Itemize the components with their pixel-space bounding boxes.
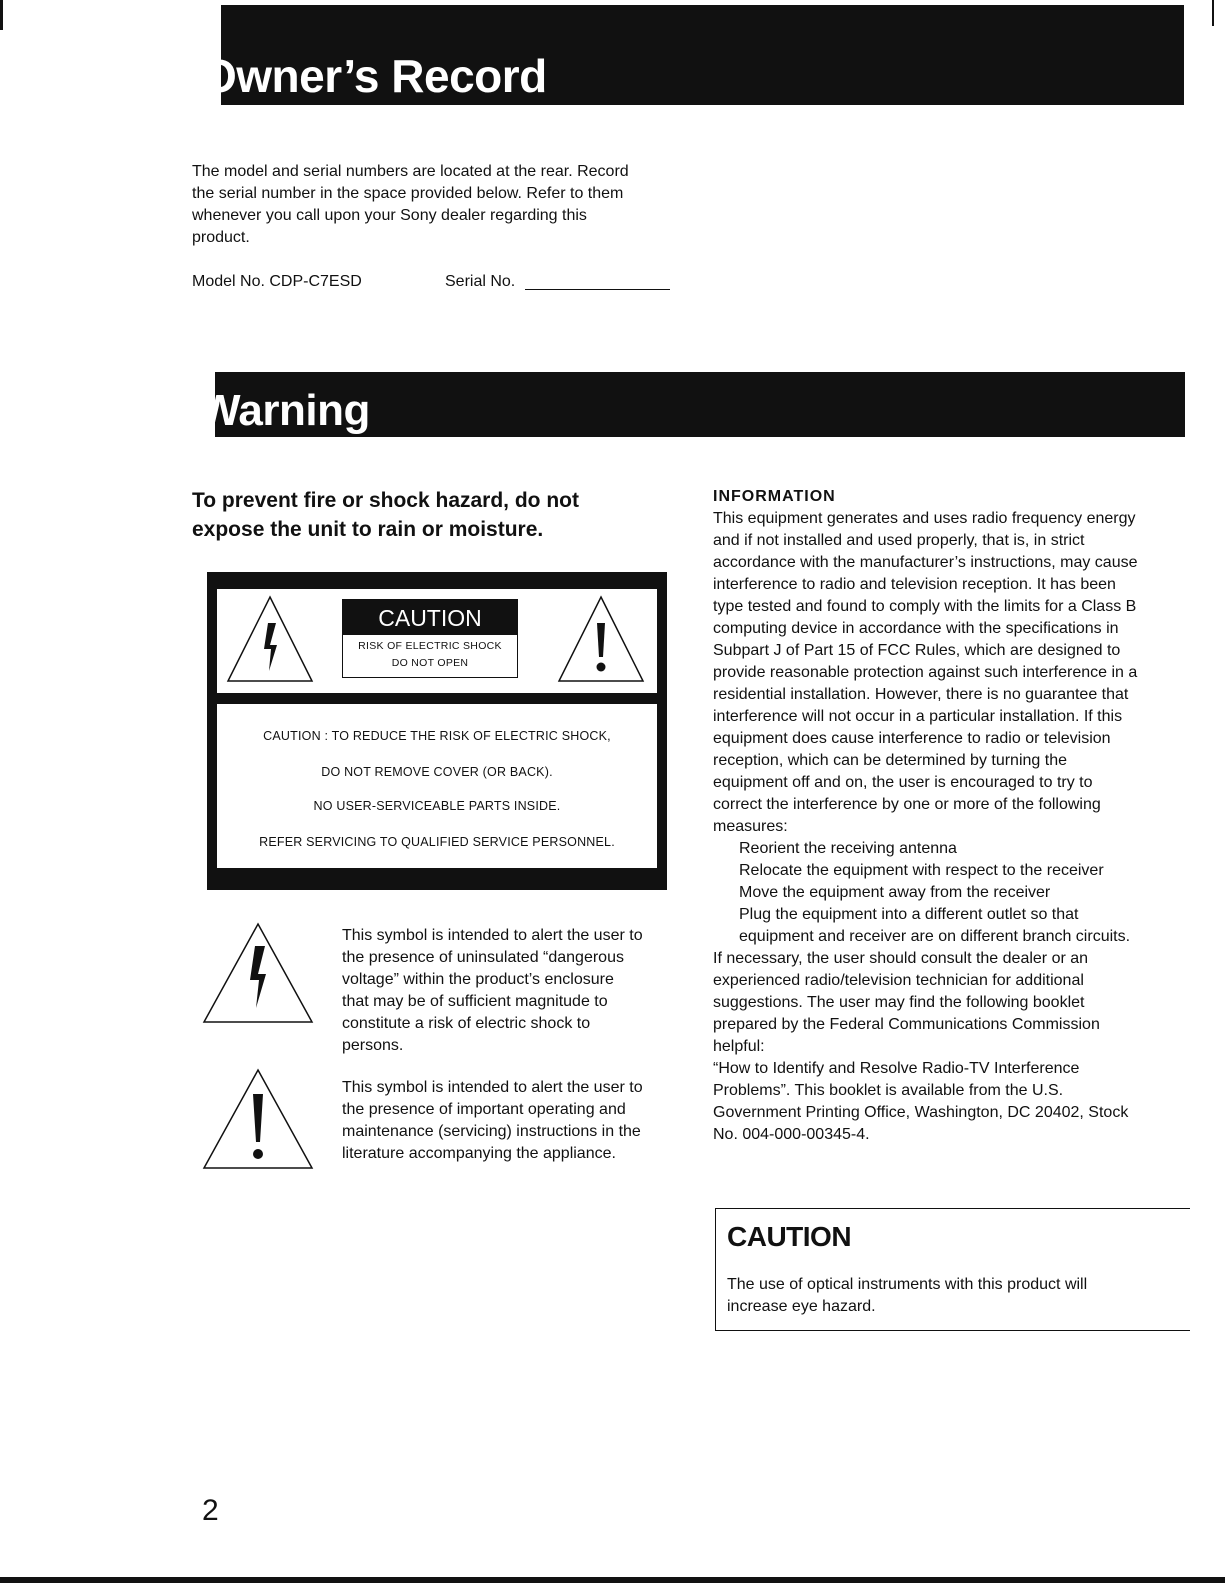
information-line: measures: [713,818,788,835]
information-line: equipment does cause interference to radio or television [713,730,1111,747]
measure-item: Move the equipment away from the receiver [739,884,1051,901]
symbol-text-line: maintenance (servicing) instructions in the [342,1123,641,1140]
owners-record-intro [192,161,712,249]
caution-notice-box [217,704,657,868]
symbol-text-line: the presence of important operating and [342,1101,626,1118]
information-line: If necessary, the user should consult the dealer or an [713,950,1089,967]
laser-caution-line: increase eye hazard. [727,1298,876,1315]
caution-label-subtext-box [342,635,518,678]
headline-line: To prevent fire or shock hazard, do not [192,489,579,512]
caution-notice-line: NO USER-SERVICEABLE PARTS INSIDE. [313,799,561,813]
information-line: correct the interference by one or more of the following [713,796,1101,813]
scan-edge-mark [0,0,3,30]
caution-label-line: DO NOT OPEN [391,657,469,669]
information-line: experienced radio/television technician for additional [713,972,1084,989]
intro-line: whenever you call upon your Sony dealer regarding this [192,207,587,224]
lightning-symbol-text [342,925,682,1057]
information-line: computing device in accordance with the specifications in [713,620,1119,637]
symbol-text-line: constitute a risk of electric shock to [342,1015,591,1032]
serial-number-field[interactable] [525,289,670,290]
information-line: Subpart J of Part 15 of FCC Rules, which are designed to [713,642,1121,659]
page-number: 2 [202,1494,219,1527]
information-line: interference will not occur in a particular installation. If this [713,708,1123,725]
information-line: “How to Identify and Resolve Radio-TV Interference [713,1060,1080,1077]
model-number: Model No. CDP-C7ESD [192,273,362,290]
information-heading: INFORMATION [713,488,836,505]
laser-caution-text [727,1274,1187,1318]
symbol-text-line: literature accompanying the appliance. [342,1145,616,1162]
information-line: provide reasonable protection against such interference in a [713,664,1138,681]
information-section [713,486,1203,1146]
warning-headline [192,486,680,546]
symbol-text-line: that may be of sufficient magnitude to [342,993,608,1010]
intro-line: The model and serial numbers are located at the rear. Record [192,163,629,180]
warning-title: Warning [199,386,370,435]
caution-notice-line: DO NOT REMOVE COVER (OR BACK). [321,765,553,779]
measure-item: equipment and receiver are on different branch circuits. [739,928,1131,945]
owners-record-banner [201,5,1184,105]
information-line: This equipment generates and uses radio frequency energy [713,510,1136,527]
headline-line: expose the unit to rain or moisture. [192,518,544,541]
measure-item: Plug the equipment into a different outlet so that [739,906,1079,923]
information-line: interference to radio and television reception. It has been [713,576,1116,593]
owners-record-title: Owner’s Record [201,50,547,102]
symbol-text-line: This symbol is intended to alert the user to [342,927,643,944]
symbol-text-line: the presence of uninsulated “dangerous [342,949,624,966]
information-line: accordance with the manufacturer’s instructions, may cause [713,554,1138,571]
information-line: No. 004-000-00345-4. [713,1126,870,1143]
laser-caution-box [715,1208,1190,1331]
information-line: residential installation. However, there is no guarantee that [713,686,1129,703]
information-body [713,508,1203,1146]
warning-banner [199,372,1185,437]
measure-item: Relocate the equipment with respect to the receiver [739,862,1104,879]
information-line: helpful: [713,1038,765,1055]
scan-edge-mark [1212,0,1214,26]
caution-notice-line: CAUTION : TO REDUCE THE RISK OF ELECTRIC SHOCK, [263,729,611,743]
laser-caution-title: CAUTION [727,1221,852,1252]
exclamation-symbol-icon [200,1066,316,1172]
information-line: type tested and found to comply with the limits for a Class B [713,598,1137,615]
lightning-symbol-icon [200,920,316,1026]
caution-notice-line: REFER SERVICING TO QUALIFIED SERVICE PERSONNEL. [259,835,615,849]
serial-number-label: Serial No. [445,273,516,290]
laser-caution-line: The use of optical instruments with this product will [727,1276,1088,1293]
measure-item: Reorient the receiving antenna [739,840,957,857]
lightning-warning-icon [224,593,316,685]
information-line: and if not installed and used properly, that is, in strict [713,532,1085,549]
caution-label-top [217,589,657,693]
symbol-text-line: This symbol is intended to alert the user to [342,1079,643,1096]
information-line: prepared by the Federal Communications Commission [713,1016,1100,1033]
information-line: Government Printing Office, Washington, DC 20402, Stock [713,1104,1129,1121]
caution-label-panel [207,572,667,890]
exclamation-symbol-text [342,1077,682,1165]
intro-line: product. [192,229,250,246]
owners-record-section [192,161,697,301]
caution-label-line: RISK OF ELECTRIC SHOCK [358,640,502,652]
symbol-text-line: voltage” within the product’s enclosure [342,971,614,988]
caution-label-title: CAUTION [342,599,518,635]
information-line: suggestions. The user may find the following booklet [713,994,1085,1011]
exclamation-warning-icon [555,593,647,685]
symbol-text-line: persons. [342,1037,404,1054]
information-line: Problems”. This booklet is available from the U.S. [713,1082,1064,1099]
information-line: equipment off and on, the user is encouraged to try to [713,774,1093,791]
scan-edge-mark [0,1577,1225,1583]
information-line: reception, which can be determined by turning the [713,752,1067,769]
intro-line: the serial number in the space provided below. Refer to them [192,185,624,202]
